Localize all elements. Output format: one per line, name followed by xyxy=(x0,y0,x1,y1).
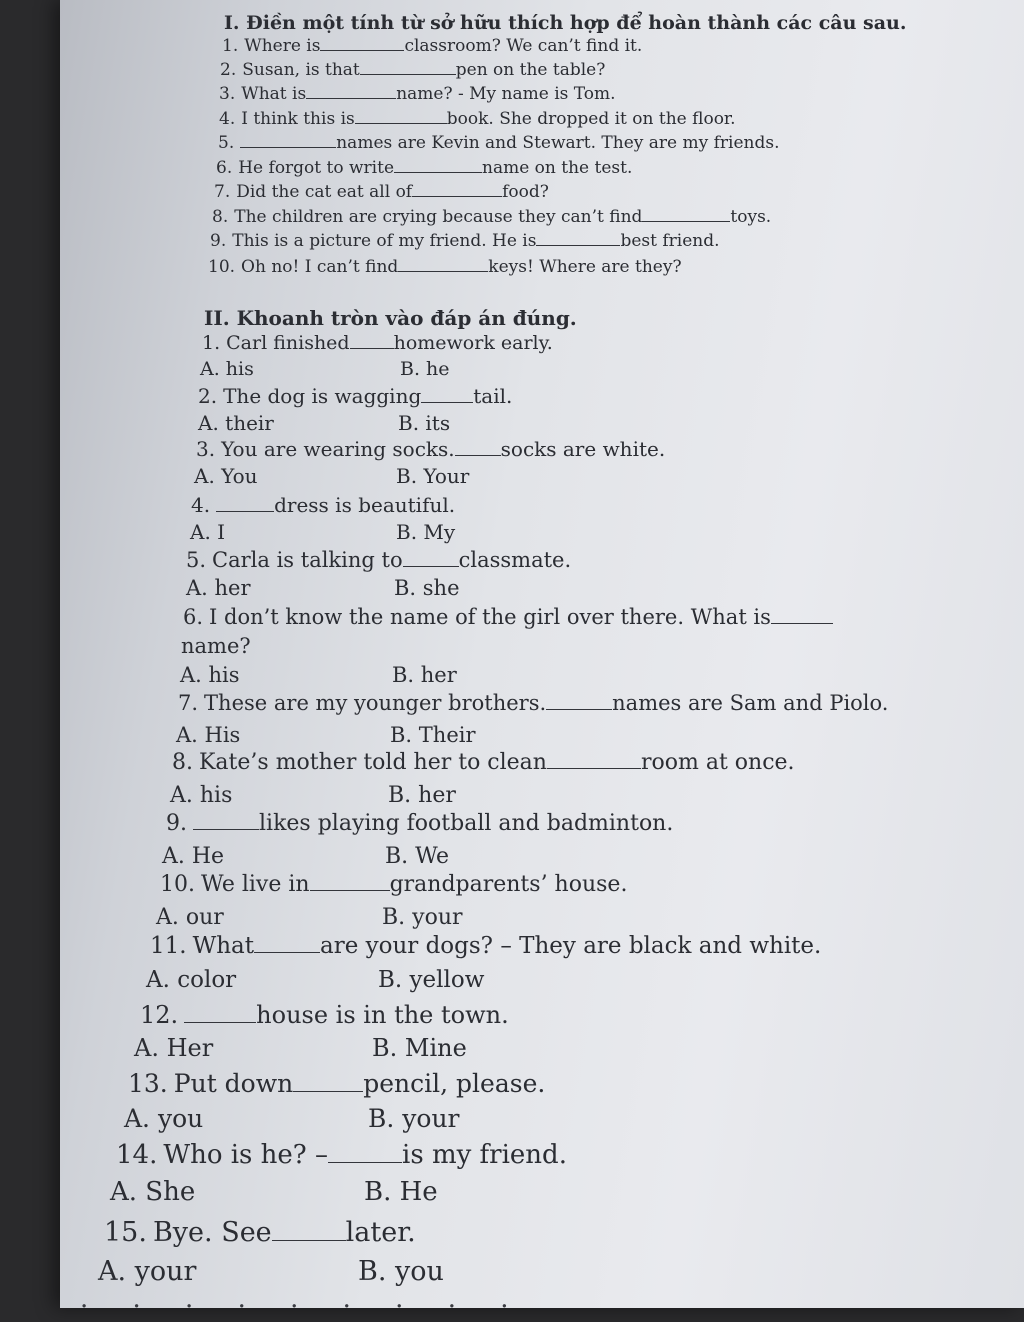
section2-question xyxy=(160,872,627,897)
answer-blank[interactable] xyxy=(184,1003,256,1023)
section2-question xyxy=(116,1140,567,1170)
item-text-after: homework early. xyxy=(393,332,553,354)
option-b[interactable]: B. she xyxy=(394,576,460,600)
item-number: 9. xyxy=(166,811,187,836)
item-number: 11. xyxy=(150,933,187,959)
item-text-before: He forgot to write xyxy=(238,158,395,178)
item-text-before: You are wearing socks. xyxy=(221,437,455,461)
option-a[interactable]: A. He xyxy=(162,844,225,869)
option-b[interactable]: B. My xyxy=(396,520,456,544)
section1-item xyxy=(222,36,642,56)
section1-item xyxy=(216,158,632,178)
option-b[interactable]: B. your xyxy=(382,905,463,930)
item-text-before: I don’t know the name of the girl over there. What is xyxy=(209,605,771,629)
item-text-before: The dog is wagging xyxy=(223,384,422,408)
item-number: 4. xyxy=(191,493,211,517)
option-a[interactable]: A. his xyxy=(180,663,240,687)
item-text-before: Carla is talking to xyxy=(212,548,403,572)
item-number: 7. xyxy=(214,182,231,202)
answer-blank[interactable] xyxy=(240,133,336,148)
item-text-after: book. She dropped it on the floor. xyxy=(446,109,736,129)
item-number: 3. xyxy=(196,437,216,461)
item-text-before: This is a picture of my friend. He is xyxy=(232,231,537,251)
option-a[interactable]: A. color xyxy=(146,967,237,993)
answer-blank[interactable] xyxy=(328,1141,402,1163)
item-text-before: Carl finished xyxy=(226,332,350,354)
answer-blank[interactable] xyxy=(193,811,259,830)
option-b[interactable]: B. your xyxy=(368,1104,460,1133)
item-number: 5. xyxy=(218,133,235,153)
item-text-after: pen on the table? xyxy=(455,60,606,80)
section1-item xyxy=(218,133,780,153)
answer-blank[interactable] xyxy=(536,231,620,246)
answer-blank[interactable] xyxy=(412,182,502,197)
section1-item xyxy=(208,257,682,277)
answer-blank[interactable] xyxy=(272,1218,346,1241)
section2-question xyxy=(198,384,512,408)
item-number: 10. xyxy=(208,257,236,277)
item-number: 2. xyxy=(220,60,237,80)
option-a[interactable]: A. his xyxy=(170,783,233,808)
answer-blank[interactable] xyxy=(216,495,274,512)
section1-item xyxy=(214,182,549,202)
item-text-after: classroom? We can’t find it. xyxy=(404,36,643,56)
answer-blank[interactable] xyxy=(398,257,488,272)
item-text-before: Put down xyxy=(173,1069,294,1098)
answer-blank[interactable] xyxy=(394,158,482,173)
answer-blank[interactable] xyxy=(254,934,320,953)
item-text-before: Bye. See xyxy=(152,1217,272,1248)
section1-item xyxy=(210,231,720,251)
item-text-before: What is xyxy=(241,84,307,104)
item-number: 4. xyxy=(219,109,236,129)
option-b[interactable]: B. We xyxy=(385,844,449,869)
answer-blank[interactable] xyxy=(350,333,394,349)
item-number: 6. xyxy=(183,605,204,629)
answer-blank[interactable] xyxy=(320,36,404,51)
item-text-after: grandparents’ house. xyxy=(389,872,628,897)
section2-question xyxy=(196,437,665,461)
option-a[interactable]: A. You xyxy=(194,464,258,488)
item-number: 5. xyxy=(186,548,207,572)
answer-blank[interactable] xyxy=(642,207,730,222)
answer-blank[interactable] xyxy=(771,606,833,624)
section1-item xyxy=(219,84,616,104)
item-text-after: toys. xyxy=(730,207,772,227)
item-text-before: Where is xyxy=(244,36,321,56)
section2-question xyxy=(183,605,833,629)
item-text-after: dress is beautiful. xyxy=(274,493,456,517)
section2-question xyxy=(186,548,571,572)
item-number: 2. xyxy=(198,384,218,408)
item-text-after: pencil, please. xyxy=(363,1069,546,1098)
answer-blank[interactable] xyxy=(306,84,396,99)
section1-item xyxy=(212,207,771,227)
item-text-before: The children are crying because they can’t find xyxy=(234,207,643,227)
option-a[interactable]: A. her xyxy=(186,576,251,600)
option-a[interactable]: A. His xyxy=(176,723,241,747)
option-b[interactable]: B. Mine xyxy=(372,1034,467,1062)
item-number: 10. xyxy=(160,872,195,897)
item-text-after: room at once. xyxy=(640,750,795,775)
item-number: 9. xyxy=(210,231,227,251)
option-a[interactable]: A. his xyxy=(200,358,254,380)
item-text-after: name? - My name is Tom. xyxy=(396,84,616,104)
option-a[interactable]: A. Her xyxy=(134,1034,214,1062)
item-text-before: These are my younger brothers. xyxy=(204,691,547,715)
section2-question xyxy=(104,1217,416,1248)
item-text-before: Oh no! I can’t find xyxy=(241,257,399,277)
answer-blank[interactable] xyxy=(546,692,612,710)
option-a[interactable]: A. your xyxy=(98,1256,197,1287)
option-a[interactable]: A. their xyxy=(198,411,274,435)
section2-question xyxy=(172,750,795,775)
item-number: 1. xyxy=(222,36,239,56)
item-number: 1. xyxy=(202,332,221,354)
item-text-after: food? xyxy=(502,182,549,202)
section1-item xyxy=(219,109,736,129)
option-a[interactable]: A. you xyxy=(124,1104,204,1133)
section2-question xyxy=(150,933,821,959)
item-text-after: best friend. xyxy=(620,231,720,251)
section2-question xyxy=(140,1001,509,1029)
section2-question xyxy=(178,691,888,715)
option-b[interactable]: B. yellow xyxy=(378,967,485,993)
answer-blank[interactable] xyxy=(360,60,456,75)
answer-blank[interactable] xyxy=(403,549,459,567)
item-number: 13. xyxy=(128,1069,168,1098)
item-text-before: We live in xyxy=(201,872,310,897)
item-number: 6. xyxy=(216,158,233,178)
answer-blank[interactable] xyxy=(293,1071,363,1092)
section1-heading: I. Điền một tính từ sở hữu thích hợp để hoàn thành các câu sau. xyxy=(224,12,907,34)
option-b[interactable]: B. her xyxy=(388,783,456,808)
item-number: 14. xyxy=(116,1140,158,1170)
option-b[interactable]: B. her xyxy=(392,663,457,687)
section2-question xyxy=(166,811,673,836)
option-a[interactable]: A. our xyxy=(156,905,224,930)
item-number: 12. xyxy=(140,1001,179,1029)
item-number: 8. xyxy=(172,750,193,775)
item-text-after: are your dogs? – They are black and white. xyxy=(320,933,822,959)
option-b[interactable]: B. its xyxy=(398,411,451,435)
item-text-after: name on the test. xyxy=(482,158,633,178)
item-text-before: Susan, is that xyxy=(242,60,360,80)
option-a[interactable]: A. I xyxy=(190,520,226,544)
option-a[interactable]: A. She xyxy=(110,1177,196,1207)
cut-off-text-fragment: · · · · · · · · · xyxy=(80,1292,527,1322)
item-text-after: later. xyxy=(345,1217,416,1248)
item-text-after: socks are white. xyxy=(500,437,666,461)
option-b[interactable]: B. Your xyxy=(396,464,470,488)
item-text-after: tail. xyxy=(473,384,513,408)
answer-blank[interactable] xyxy=(310,872,390,891)
section2-heading: II. Khoanh tròn vào đáp án đúng. xyxy=(204,306,577,330)
answer-blank[interactable] xyxy=(455,439,501,456)
section1-item xyxy=(220,60,605,80)
answer-blank[interactable] xyxy=(421,386,473,403)
option-b[interactable]: B. Their xyxy=(390,723,476,747)
option-b[interactable]: B. He xyxy=(364,1177,438,1207)
item-number: 7. xyxy=(178,691,199,715)
option-b[interactable]: B. he xyxy=(400,358,450,380)
item-text-before: What xyxy=(192,933,254,959)
item-text-after: keys! Where are they? xyxy=(488,257,682,277)
item-text-before: Who is he? – xyxy=(163,1140,329,1170)
item-number: 3. xyxy=(219,84,236,104)
section2-question xyxy=(128,1069,545,1098)
question-continuation: name? xyxy=(181,634,251,658)
item-text-after: names are Sam and Piolo. xyxy=(612,691,889,715)
section2-question xyxy=(202,332,553,354)
item-text-after: classmate. xyxy=(458,548,572,572)
item-text-before: I think this is xyxy=(241,109,355,129)
item-text-before: Kate’s mother told her to clean xyxy=(199,750,547,775)
option-b[interactable]: B. you xyxy=(358,1256,444,1287)
item-number: 8. xyxy=(212,207,229,227)
item-number: 15. xyxy=(104,1217,147,1248)
item-text-after: house is in the town. xyxy=(256,1001,509,1029)
answer-blank[interactable] xyxy=(547,750,641,769)
item-text-after: is my friend. xyxy=(402,1140,567,1170)
item-text-after: names are Kevin and Stewart. They are my friends. xyxy=(336,133,780,153)
item-text-after: likes playing football and badminton. xyxy=(259,811,674,836)
section2-question xyxy=(191,493,455,517)
answer-blank[interactable] xyxy=(355,109,447,124)
item-text-before: Did the cat eat all of xyxy=(236,182,413,202)
